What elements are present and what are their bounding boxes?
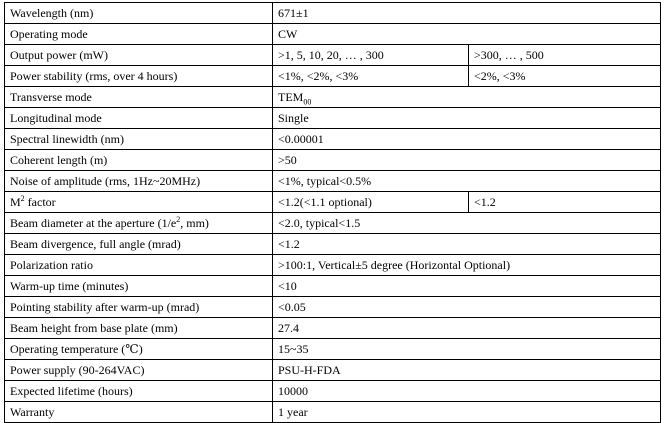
param-label: Pointing stability after warm-up (mrad) — [5, 297, 273, 318]
param-value: <1%, typical<0.5% — [273, 171, 661, 192]
table-row — [5, 381, 661, 402]
table-row — [5, 108, 661, 129]
param-label: Warm-up time (minutes) — [5, 276, 273, 297]
param-label: Noise of amplitude (rms, 1Hz~20MHz) — [5, 171, 273, 192]
param-label: Spectral linewidth (nm) — [5, 129, 273, 150]
label-tail: factor — [24, 195, 56, 209]
param-value — [273, 87, 661, 108]
param-value: <2.0, typical<1.5 — [273, 213, 661, 234]
table-row — [5, 171, 661, 192]
table-row — [5, 402, 661, 423]
table-row — [5, 234, 661, 255]
label-superscript: 2 — [176, 215, 181, 224]
label-tail: , mm) — [180, 216, 209, 230]
label-main: Beam diameter at the aperture (1/e — [10, 216, 177, 230]
param-label: Coherent length (m) — [5, 150, 273, 171]
table-row — [5, 45, 661, 66]
table-row — [5, 255, 661, 276]
param-value: <1.2 — [273, 234, 661, 255]
param-value-alt: <1.2 — [469, 192, 661, 213]
table-row — [5, 192, 661, 213]
param-value: PSU-H-FDA — [273, 360, 661, 381]
param-value: <1%, <2%, <3% — [273, 66, 469, 87]
param-label — [5, 192, 273, 213]
param-value: <10 — [273, 276, 661, 297]
param-value: >100:1, Vertical±5 degree (Horizontal Optional) — [273, 255, 661, 276]
param-label: Operating mode — [5, 24, 273, 45]
param-label: Power supply (90-264VAC) — [5, 360, 273, 381]
param-label: Output power (mW) — [5, 45, 273, 66]
param-value: 15~35 — [273, 339, 661, 360]
table-row — [5, 3, 661, 24]
spec-table-container — [4, 2, 661, 423]
param-value: 671±1 — [273, 3, 661, 24]
param-label: Longitudinal mode — [5, 108, 273, 129]
param-value: 10000 — [273, 381, 661, 402]
param-value: <1.2(<1.1 optional) — [273, 192, 469, 213]
param-label: Transverse mode — [5, 87, 273, 108]
table-row — [5, 129, 661, 150]
param-label — [5, 213, 273, 234]
param-value: Single — [273, 108, 661, 129]
param-label: Beam height from base plate (mm) — [5, 318, 273, 339]
table-row — [5, 213, 661, 234]
table-row — [5, 360, 661, 381]
param-value-alt: <2%, <3% — [469, 66, 661, 87]
param-label: Operating temperature (℃) — [5, 339, 273, 360]
specification-table — [4, 2, 661, 423]
param-value: <0.00001 — [273, 129, 661, 150]
table-row — [5, 339, 661, 360]
param-value: <0.05 — [273, 297, 661, 318]
param-value: 1 year — [273, 402, 661, 423]
table-row — [5, 87, 661, 108]
param-value: >1, 5, 10, 20, … , 300 — [273, 45, 469, 66]
table-row — [5, 318, 661, 339]
param-value-alt: >300, … , 500 — [469, 45, 661, 66]
label-main: M — [10, 195, 21, 209]
table-row — [5, 276, 661, 297]
value-subscript: 00 — [303, 97, 312, 107]
param-value: 27.4 — [273, 318, 661, 339]
param-label: Polarization ratio — [5, 255, 273, 276]
param-label: Beam divergence, full angle (mrad) — [5, 234, 273, 255]
param-label: Expected lifetime (hours) — [5, 381, 273, 402]
param-value: >50 — [273, 150, 661, 171]
param-label: Warranty — [5, 402, 273, 423]
label-superscript: 2 — [20, 194, 25, 203]
table-row — [5, 150, 661, 171]
value-main: TEM — [278, 90, 304, 104]
param-value: CW — [273, 24, 661, 45]
table-row — [5, 66, 661, 87]
table-row — [5, 24, 661, 45]
param-label: Wavelength (nm) — [5, 3, 273, 24]
table-row — [5, 297, 661, 318]
param-label: Power stability (rms, over 4 hours) — [5, 66, 273, 87]
